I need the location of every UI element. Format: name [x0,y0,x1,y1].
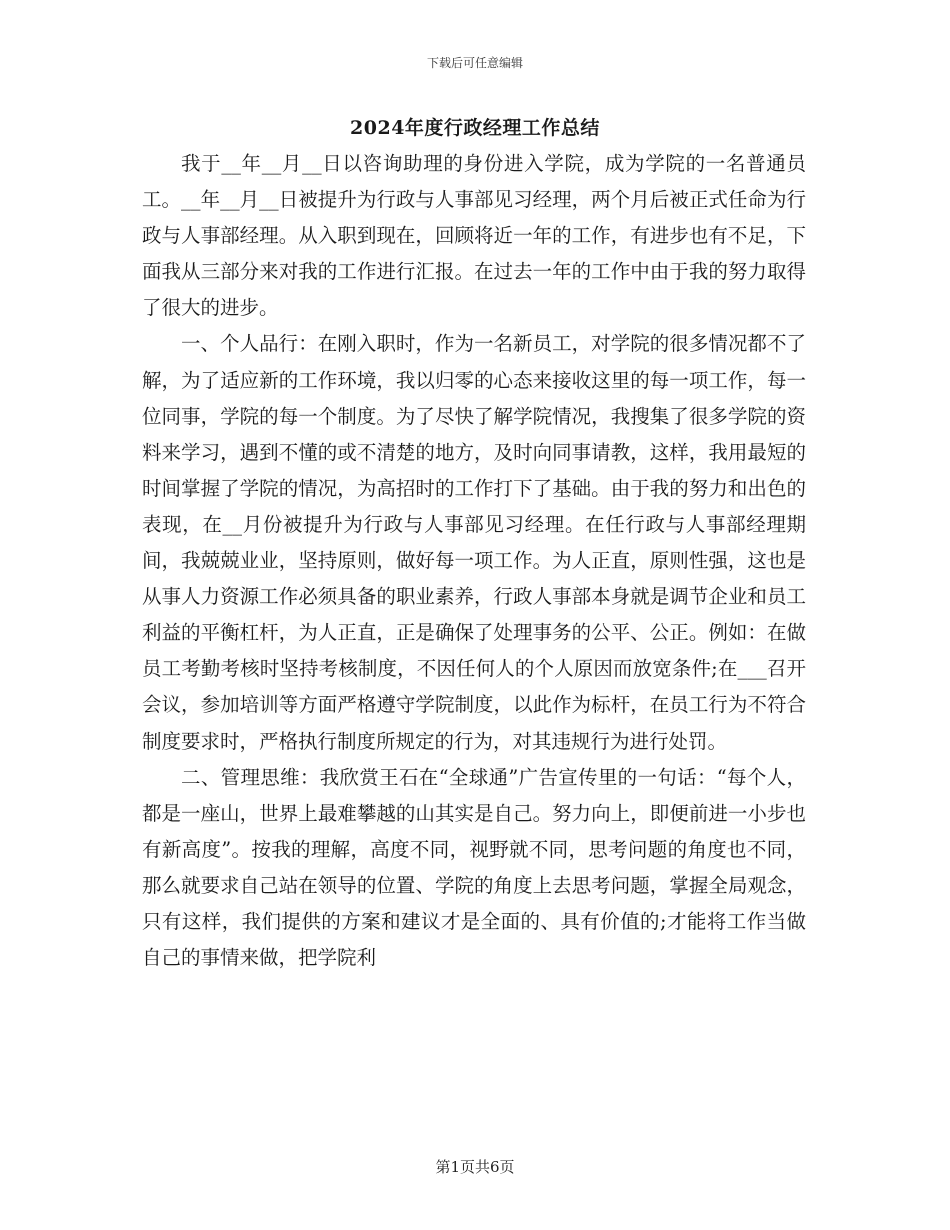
paragraph-intro: 我于__年__月__日以咨询助理的身份进入学院，成为学院的一名普通员工。__年__月__日被提升为行政与人事部见习经理，两个月后被正式任命为行政与人事部经理。从入职到现在，回顾将近一年的工作，有进步也有不足，下面我从三部分来对我的工作进行汇报。在过去一年的工作中由于我的努力取得了很大的进步。 [142,152,806,320]
paragraph-management-thinking: 二、管理思维：我欣赏王石在“全球通”广告宣传里的一句话：“每个人，都是一座山，世界上最难攀越的山其实是自己。努力向上，即便前进一小步也有新高度”。按我的理解，高度不同，视野就不同，思考问题的角度也不同，那么就要求自己站在领导的位置、学院的角度上去思考问题，掌握全局观念，只有这样，我们提供的方案和建议才是全面的、具有价值的;才能将工作当做自己的事情来做，把学院利 [142,765,806,970]
paragraph-personal-conduct: 一、个人品行：在刚入职时，作为一名新员工，对学院的很多情况都不了解，为了适应新的工作环境，我以归零的心态来接收这里的每一项工作，每一位同事，学院的每一个制度。为了尽快了解学院情况，我搜集了很多学院的资料来学习，遇到不懂的或不清楚的地方，及时向同事请教，这样，我用最短的时间掌握了学院的情况，为高招时的工作打下了基础。由于我的努力和出色的表现，在__月份被提升为行政与人事部见习经理。在任行政与人事部经理期间，我兢兢业业，坚持原则，做好每一项工作。为人正直，原则性强，这也是从事人力资源工作必须具备的职业素养，行政人事部本身就是调节企业和员工利益的平衡杠杆，为人正直，正是确保了处理事务的公平、公正。例如：在做员工考勤考核时坚持考核制度，不因任何人的个人原因而放宽条件;在___召开会议，参加培训等方面严格遵守学院制度，以此作为标杆，在员工行为不符合制度要求时，严格执行制度所规定的行为，对其违规行为进行处罚。 [142,332,806,753]
document-title: 2024年度行政经理工作总结 [350,117,600,139]
header-note: 下载后可任意编辑 [426,56,523,70]
page-indicator: 第1页共6页 [435,1158,515,1176]
document-body [142,146,806,976]
